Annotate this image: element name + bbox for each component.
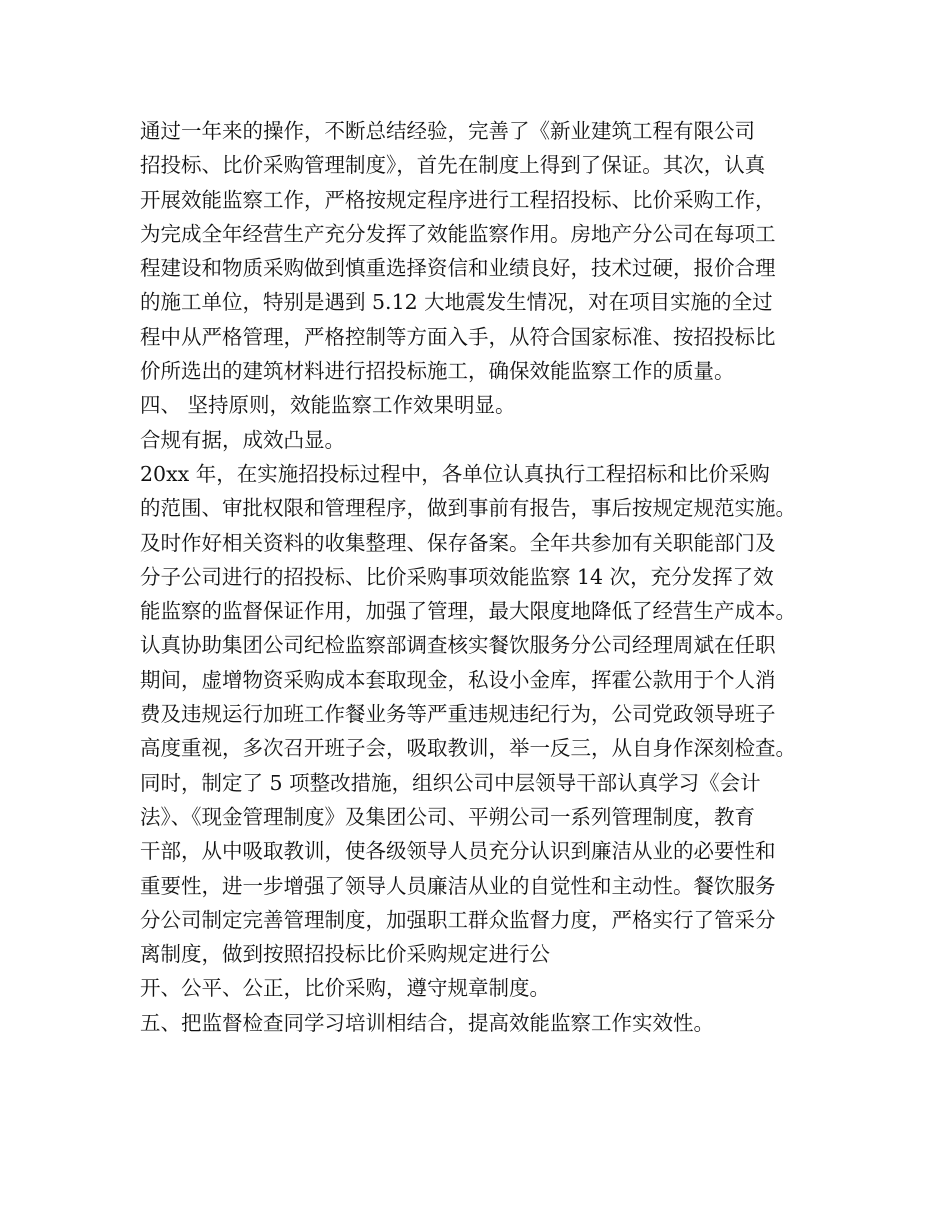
subheading: 合规有据，成效凸显。 bbox=[140, 427, 345, 452]
text-line-24: 分公司制定完善管理制度，加强职工群众监督力度，严格实行了管采分 bbox=[140, 907, 776, 932]
section-heading-5: 五、把监督检查同学习培训相结合，提高效能监察工作实效性。 bbox=[140, 1010, 714, 1035]
text-line-1: 通过一年来的操作，不断总结经验，完善了《新业建筑工程有限公司 bbox=[140, 119, 755, 143]
text-line-2: 招投标、比价采购管理制度》，首先在制度上得到了保证。其次，认真 bbox=[140, 153, 766, 178]
text-line-22: 干部，从中吸取教训，使各级领导人员充分认识到廉洁从业的必要性和 bbox=[140, 839, 776, 864]
text-line-23: 重要性，进一步增强了领导人员廉洁从业的自觉性和主动性。餐饮服务 bbox=[140, 873, 776, 898]
text-line-11: 20xx 年，在实施招投标过程中，各单位认真执行工程招标和比价采购 bbox=[140, 461, 770, 486]
text-line-26: 开、公平、公正，比价采购，遵守规章制度。 bbox=[140, 976, 550, 1001]
text-line-13: 及时作好相关资料的收集整理、保存备案。全年共参加有关职能部门及 bbox=[140, 530, 776, 555]
text-line-20: 同时，制定了 5 项整改措施，组织公司中层领导干部认真学习《会计 bbox=[140, 770, 761, 795]
text-line-8: 价所选出的建筑材料进行招投标施工，确保效能监察工作的质量。 bbox=[140, 359, 735, 384]
text-line-21: 法》、《现金管理制度》及集团公司、平朔公司一系列管理制度，教育 bbox=[140, 804, 755, 829]
text-line-16: 认真协助集团公司纪检监察部调查核实餐饮服务分公司经理周斌在任职 bbox=[140, 633, 776, 658]
text-line-25: 离制度，做到按照招投标比价采购规定进行公 bbox=[140, 942, 550, 967]
text-line-18: 费及违规运行加班工作餐业务等严重违规违纪行为，公司党政领导班子 bbox=[140, 702, 776, 727]
text-line-3: 开展效能监察工作，严格按规定程序进行工程招投标、比价采购工作， bbox=[140, 187, 776, 212]
text-line-6: 的施工单位，特别是遇到 5.12 大地震发生情况，对在项目实施的全过 bbox=[140, 290, 773, 315]
text-line-12: 的范围、审批权限和管理程序，做到事前有报告，事后按规定规范实施。 bbox=[140, 496, 796, 521]
text-line-14: 分子公司进行的招投标、比价采购事项效能监察 14 次，充分发挥了效 bbox=[140, 564, 774, 589]
text-line-19: 高度重视，多次召开班子会，吸取教训，举一反三，从自身作深刻检查。 bbox=[140, 736, 796, 761]
text-line-7: 程中从严格管理，严格控制等方面入手，从符合国家标准、按招投标比 bbox=[140, 324, 776, 349]
text-line-4: 为完成全年经营生产充分发挥了效能监察作用。房地产分公司在每项工 bbox=[140, 221, 776, 246]
text-line-5: 程建设和物质采购做到慎重选择资信和业绩良好，技术过硬，报价合理 bbox=[140, 256, 776, 281]
text-line-15: 能监察的监督保证作用，加强了管理，最大限度地降低了经营生产成本。 bbox=[140, 599, 796, 624]
text-line-17: 期间，虚增物资采购成本套取现金，私设小金库，挥霍公款用于个人消 bbox=[140, 667, 776, 692]
document-body bbox=[140, 114, 840, 1040]
section-heading-4: 四、 坚持原则，效能监察工作效果明显。 bbox=[140, 393, 516, 418]
